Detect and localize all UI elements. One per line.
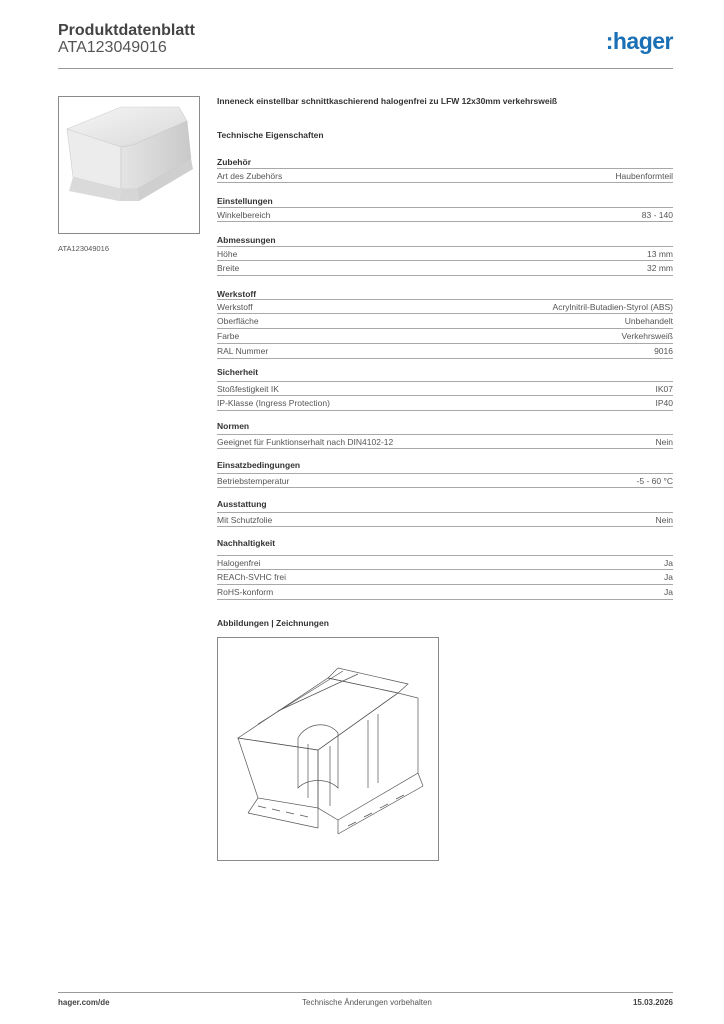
property-value: IK07 xyxy=(655,384,673,394)
property-label: Art des Zubehörs xyxy=(217,171,283,181)
property-row xyxy=(217,512,673,527)
group-heading: Ausstattung xyxy=(217,499,267,509)
photo-caption: ATA123049016 xyxy=(58,244,110,253)
property-row xyxy=(217,585,673,600)
property-value: Ja xyxy=(664,587,673,597)
property-value: IP40 xyxy=(655,398,673,408)
property-row xyxy=(217,261,673,276)
property-label: Geeignet für Funktionserhalt nach DIN4102-12 xyxy=(217,437,394,447)
property-row xyxy=(217,344,673,359)
disclaimer-text: Technische Änderungen vorbehalten xyxy=(302,998,432,1007)
property-value: Acrylnitril-Butadien-Styrol (ABS) xyxy=(552,302,673,312)
property-label: Höhe xyxy=(217,249,238,259)
group-heading: Zubehör xyxy=(217,157,251,167)
property-label: Betriebstemperatur xyxy=(217,476,290,486)
product-photo xyxy=(58,96,200,234)
property-label: REACh-SVHC frei xyxy=(217,572,286,582)
property-value: 83 - 140 xyxy=(641,210,673,220)
property-value: 32 mm xyxy=(647,263,673,273)
product-title: Inneneck einstellbar schnittkaschierend halogenfrei zu LFW 12x30mm verkehrsweiß xyxy=(217,96,558,106)
property-value: Ja xyxy=(664,558,673,568)
website-link[interactable]: hager.com/de xyxy=(58,998,110,1007)
group-heading: Abmessungen xyxy=(217,235,276,245)
property-label: Winkelbereich xyxy=(217,210,271,220)
property-label: IP-Klasse (Ingress Protection) xyxy=(217,398,330,408)
property-value: Ja xyxy=(664,572,673,582)
hager-logo: :hager xyxy=(605,28,673,54)
property-row xyxy=(217,299,673,314)
figures-heading: Abbildungen | Zeichnungen xyxy=(217,618,329,628)
group-heading: Nachhaltigkeit xyxy=(217,538,276,548)
property-label: RAL Nummer xyxy=(217,346,269,356)
property-label: Werkstoff xyxy=(217,302,253,312)
property-label: Breite xyxy=(217,263,240,273)
property-value: -5 - 60 °C xyxy=(636,476,673,486)
property-row xyxy=(217,314,673,329)
group-heading: Sicherheit xyxy=(217,367,259,377)
property-row xyxy=(217,246,673,261)
property-row xyxy=(217,207,673,222)
group-heading: Einsatzbedingungen xyxy=(217,460,301,470)
property-value: 9016 xyxy=(654,346,673,356)
property-value: Nein xyxy=(655,437,673,447)
property-label: RoHS-konform xyxy=(217,587,274,597)
property-value: Verkehrsweiß xyxy=(621,331,673,341)
document-date: 15.03.2026 xyxy=(632,998,673,1007)
property-label: Farbe xyxy=(217,331,240,341)
group-heading: Einstellungen xyxy=(217,196,273,206)
property-row xyxy=(217,555,673,570)
page-header xyxy=(58,20,673,70)
footer-divider xyxy=(58,992,673,993)
property-value: Haubenformteil xyxy=(615,171,673,181)
header-divider xyxy=(58,68,673,69)
property-row xyxy=(217,329,673,344)
group-heading: Normen xyxy=(217,421,250,431)
property-row xyxy=(217,396,673,411)
section-heading: Technische Eigenschaften xyxy=(217,130,324,140)
property-row xyxy=(217,434,673,449)
property-value: Nein xyxy=(655,515,673,525)
property-label: Mit Schutzfolie xyxy=(217,515,273,525)
article-number: ATA123049016 xyxy=(58,39,167,56)
property-label: Stoßfestigkeit IK xyxy=(217,384,279,394)
property-label: Halogenfrei xyxy=(217,558,261,568)
property-value: Unbehandelt xyxy=(624,316,673,326)
technical-drawing xyxy=(217,637,439,861)
property-label: Oberfläche xyxy=(217,316,259,326)
property-row xyxy=(217,381,673,396)
property-value: 13 mm xyxy=(647,249,673,259)
property-row xyxy=(217,570,673,585)
group-heading: Werkstoff xyxy=(217,289,257,299)
property-row xyxy=(217,168,673,183)
document-title: Produktdatenblatt xyxy=(58,22,195,39)
property-row xyxy=(217,473,673,488)
